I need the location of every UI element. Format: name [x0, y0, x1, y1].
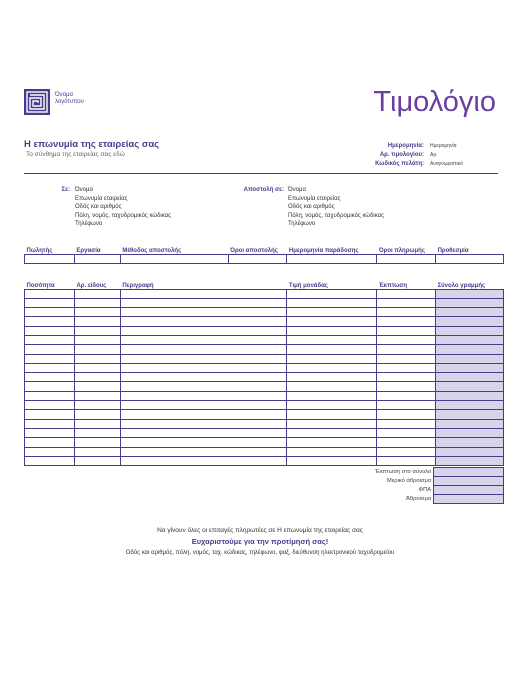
- item-cell[interactable]: [287, 363, 377, 372]
- item-cell[interactable]: [74, 354, 120, 363]
- item-cell[interactable]: [377, 382, 436, 391]
- shipping-header-cell: Όροι πληρωμής: [377, 245, 436, 254]
- line-items-table: [24, 280, 504, 466]
- item-cell[interactable]: [120, 354, 287, 363]
- item-cell[interactable]: [25, 391, 75, 400]
- item-cell[interactable]: [25, 428, 75, 437]
- logo-name: Όνομα λογότυπου: [55, 92, 84, 105]
- line-total-cell[interactable]: [436, 410, 504, 419]
- item-cell[interactable]: [120, 438, 287, 447]
- item-cell[interactable]: [25, 373, 75, 382]
- line-total-cell[interactable]: [436, 391, 504, 400]
- table-row: [25, 308, 504, 317]
- table-row: [25, 391, 504, 400]
- item-cell[interactable]: [377, 401, 436, 410]
- subtotal-value[interactable]: [434, 477, 504, 486]
- item-cell[interactable]: [25, 438, 75, 447]
- table-row: [25, 335, 504, 344]
- shipping-header-cell: Όροι αποστολής: [228, 245, 287, 254]
- items-header-cell: Έκπτωση: [377, 280, 436, 289]
- meta-date: [330, 141, 500, 150]
- shipping-header-row: [25, 245, 504, 254]
- item-cell[interactable]: [120, 401, 287, 410]
- table-row: [25, 428, 504, 437]
- item-cell[interactable]: [377, 308, 436, 317]
- shipping-header-cell: Εργασία: [74, 245, 120, 254]
- totals-row: [300, 468, 504, 477]
- item-cell[interactable]: [25, 354, 75, 363]
- bill-to-line: Πόλη, νομός, ταχυδρομικός κώδικας: [75, 212, 172, 219]
- ship-to-line: Επωνυμία εταιρείας: [288, 195, 341, 202]
- item-cell[interactable]: [74, 447, 120, 456]
- line-total-cell[interactable]: [436, 298, 504, 307]
- table-row: [25, 382, 504, 391]
- item-cell[interactable]: [25, 419, 75, 428]
- item-cell[interactable]: [287, 335, 377, 344]
- items-header-row: [25, 280, 504, 289]
- item-cell[interactable]: [25, 335, 75, 344]
- item-cell[interactable]: [287, 456, 377, 465]
- meta-value: Ημερομηνία: [430, 142, 457, 149]
- table-row: [25, 410, 504, 419]
- tax-value[interactable]: [434, 486, 504, 495]
- ship-to-label: Αποστολή σε:: [243, 187, 284, 193]
- item-cell[interactable]: [377, 419, 436, 428]
- totals-table: [300, 467, 504, 504]
- line-total-cell[interactable]: [436, 382, 504, 391]
- item-cell[interactable]: [377, 289, 436, 298]
- item-cell[interactable]: [120, 345, 287, 354]
- line-total-cell[interactable]: [436, 354, 504, 363]
- item-cell[interactable]: [74, 289, 120, 298]
- table-row: [25, 373, 504, 382]
- bill-to-line: Οδός και αριθμός: [75, 204, 122, 210]
- shipping-input-row: [25, 254, 504, 263]
- payable-note: Να γίνουν όλες οι επιταγές πληρωτέες σε Η επωνυμία της εταιρείας σας: [157, 527, 363, 534]
- tax-label: ΦΠΑ: [418, 487, 432, 493]
- item-cell[interactable]: [74, 373, 120, 382]
- shipping-cell[interactable]: [436, 254, 504, 263]
- line-total-cell[interactable]: [436, 363, 504, 372]
- shipping-cell[interactable]: [25, 254, 75, 263]
- item-cell[interactable]: [74, 335, 120, 344]
- item-cell[interactable]: [74, 382, 120, 391]
- meta-value: Αναγνωριστικό: [430, 160, 463, 167]
- item-cell[interactable]: [74, 391, 120, 400]
- item-cell[interactable]: [377, 326, 436, 335]
- item-cell[interactable]: [120, 308, 287, 317]
- company-slogan: Το σύνθημα της εταιρείας σας εδώ: [26, 151, 125, 158]
- item-cell[interactable]: [377, 363, 436, 372]
- item-cell[interactable]: [25, 345, 75, 354]
- item-cell[interactable]: [120, 391, 287, 400]
- items-header-cell: Αρ. είδους: [74, 280, 120, 289]
- meta-value: Αρ.: [430, 151, 438, 158]
- line-total-cell[interactable]: [436, 401, 504, 410]
- meta-label: Κωδικός πελάτη:: [375, 160, 424, 167]
- line-total-cell[interactable]: [436, 438, 504, 447]
- ship-to-line: Πόλη, νομός, ταχυδρομικός κώδικας: [288, 212, 385, 219]
- item-cell[interactable]: [120, 363, 287, 372]
- totals-row: [300, 486, 504, 495]
- totals-row: [300, 477, 504, 486]
- item-cell[interactable]: [74, 317, 120, 326]
- item-cell[interactable]: [287, 317, 377, 326]
- items-body: [25, 289, 504, 466]
- item-cell[interactable]: [25, 363, 75, 372]
- item-cell[interactable]: [120, 428, 287, 437]
- line-total-cell[interactable]: [436, 317, 504, 326]
- item-cell[interactable]: [74, 456, 120, 465]
- item-cell[interactable]: [120, 289, 287, 298]
- discount-label: Έκπτωση στο σύνολο: [375, 469, 432, 475]
- item-cell[interactable]: [120, 419, 287, 428]
- line-total-cell[interactable]: [436, 428, 504, 437]
- item-cell[interactable]: [25, 410, 75, 419]
- items-header-cell: Περιγραφή: [120, 280, 287, 289]
- table-row: [25, 447, 504, 456]
- item-cell[interactable]: [25, 456, 75, 465]
- item-cell[interactable]: [74, 410, 120, 419]
- item-cell[interactable]: [25, 401, 75, 410]
- item-cell[interactable]: [377, 438, 436, 447]
- line-total-cell[interactable]: [436, 373, 504, 382]
- item-cell[interactable]: [120, 456, 287, 465]
- table-row: [25, 317, 504, 326]
- shipping-cell[interactable]: [120, 254, 228, 263]
- shipping-cell[interactable]: [74, 254, 120, 263]
- shipping-header-cell: Προθεσμία: [436, 245, 504, 254]
- item-cell[interactable]: [287, 298, 377, 307]
- ship-to-line: Οδός και αριθμός: [288, 204, 335, 210]
- item-cell[interactable]: [287, 345, 377, 354]
- meta-label: Ημερομηνία:: [387, 142, 424, 149]
- item-cell[interactable]: [287, 410, 377, 419]
- item-cell[interactable]: [74, 438, 120, 447]
- line-total-cell[interactable]: [436, 308, 504, 317]
- shipping-header-cell: Μέθοδος αποστολής: [120, 245, 228, 254]
- item-cell[interactable]: [74, 363, 120, 372]
- line-total-cell[interactable]: [436, 456, 504, 465]
- line-total-cell[interactable]: [436, 335, 504, 344]
- item-cell[interactable]: [377, 428, 436, 437]
- shipping-cell[interactable]: [228, 254, 287, 263]
- line-total-cell[interactable]: [436, 345, 504, 354]
- bill-to-line: Τηλέφωνο: [75, 221, 103, 227]
- item-cell[interactable]: [377, 391, 436, 400]
- item-cell[interactable]: [120, 447, 287, 456]
- item-cell[interactable]: [25, 308, 75, 317]
- shipping-header-cell: Ημερομηνία παράδοσης: [287, 245, 377, 254]
- table-row: [25, 326, 504, 335]
- maze-logo-icon: [24, 89, 50, 115]
- item-cell[interactable]: [120, 298, 287, 307]
- item-cell[interactable]: [287, 308, 377, 317]
- invoice-title: Τιμολόγιο: [373, 86, 496, 118]
- item-cell[interactable]: [287, 382, 377, 391]
- line-total-cell[interactable]: [436, 326, 504, 335]
- table-row: [25, 438, 504, 447]
- item-cell[interactable]: [120, 335, 287, 344]
- item-cell[interactable]: [25, 298, 75, 307]
- item-cell[interactable]: [377, 345, 436, 354]
- bill-to-line: Επωνυμία εταιρείας: [75, 195, 128, 202]
- total-label: Άθροισμα: [406, 496, 432, 502]
- item-cell[interactable]: [377, 317, 436, 326]
- items-header-cell: Ποσότητα: [25, 280, 75, 289]
- thanks-note: Ευχαριστούμε για την προτίμησή σας!: [191, 537, 329, 546]
- item-cell[interactable]: [287, 391, 377, 400]
- totals-row: [300, 495, 504, 504]
- shipping-cell[interactable]: [287, 254, 377, 263]
- item-cell[interactable]: [287, 401, 377, 410]
- item-cell[interactable]: [25, 326, 75, 335]
- items-header-cell: Τιμή μονάδας: [287, 280, 377, 289]
- meta-customer-id: [330, 159, 500, 168]
- invoice-meta: [330, 141, 500, 168]
- ship-to-line: Τηλέφωνο: [288, 221, 316, 227]
- item-cell[interactable]: [377, 354, 436, 363]
- table-row: [25, 456, 504, 465]
- item-cell[interactable]: [377, 335, 436, 344]
- item-cell[interactable]: [25, 289, 75, 298]
- item-cell[interactable]: [120, 410, 287, 419]
- item-cell[interactable]: [120, 373, 287, 382]
- item-cell[interactable]: [120, 382, 287, 391]
- item-cell[interactable]: [25, 447, 75, 456]
- shipping-header-cell: Πωλητής: [25, 245, 75, 254]
- bill-to-lines: [75, 186, 171, 229]
- company-name: Η επωνυμία της εταιρείας σας: [24, 139, 160, 150]
- meta-invoice-number: [330, 150, 500, 159]
- item-cell[interactable]: [25, 382, 75, 391]
- item-cell[interactable]: [287, 419, 377, 428]
- item-cell[interactable]: [287, 354, 377, 363]
- item-cell[interactable]: [25, 317, 75, 326]
- subtotal-label: Μερικό άθροισμα: [386, 478, 432, 484]
- footer-address: Οδός και αριθμός, πόλη, νομός, ταχ. κώδικας, τηλέφωνο, φαξ, διεύθυνση ηλεκτρονικού ταχυδρομείου: [125, 550, 395, 556]
- item-cell[interactable]: [120, 326, 287, 335]
- bill-to-line: Όνομα: [75, 187, 93, 193]
- item-cell[interactable]: [74, 401, 120, 410]
- line-total-cell[interactable]: [436, 419, 504, 428]
- table-row: [25, 298, 504, 307]
- item-cell[interactable]: [120, 317, 287, 326]
- items-header-cell: Σύνολο γραμμής: [436, 280, 504, 289]
- ship-to-line: Όνομα: [288, 187, 306, 193]
- line-total-cell[interactable]: [436, 447, 504, 456]
- meta-label: Αρ. τιμολογίου:: [379, 151, 424, 158]
- item-cell[interactable]: [74, 345, 120, 354]
- line-total-cell[interactable]: [436, 289, 504, 298]
- item-cell[interactable]: [377, 410, 436, 419]
- item-cell[interactable]: [74, 326, 120, 335]
- table-row: [25, 363, 504, 372]
- item-cell[interactable]: [287, 428, 377, 437]
- table-row: [25, 289, 504, 298]
- item-cell[interactable]: [74, 419, 120, 428]
- item-cell[interactable]: [287, 447, 377, 456]
- table-row: [25, 401, 504, 410]
- item-cell[interactable]: [287, 373, 377, 382]
- discount-value[interactable]: [434, 468, 504, 477]
- item-cell[interactable]: [74, 298, 120, 307]
- item-cell[interactable]: [377, 298, 436, 307]
- item-cell[interactable]: [377, 373, 436, 382]
- header-divider: [24, 173, 498, 174]
- item-cell[interactable]: [377, 456, 436, 465]
- table-row: [25, 419, 504, 428]
- table-row: [25, 354, 504, 363]
- item-cell[interactable]: [74, 308, 120, 317]
- item-cell[interactable]: [287, 289, 377, 298]
- item-cell[interactable]: [377, 447, 436, 456]
- item-cell[interactable]: [287, 438, 377, 447]
- item-cell[interactable]: [74, 428, 120, 437]
- ship-to-lines: [288, 186, 384, 229]
- table-row: [25, 345, 504, 354]
- total-value[interactable]: [434, 495, 504, 504]
- item-cell[interactable]: [287, 326, 377, 335]
- shipping-table: [24, 245, 504, 264]
- shipping-cell[interactable]: [377, 254, 436, 263]
- bill-to-label: Σε:: [61, 187, 70, 193]
